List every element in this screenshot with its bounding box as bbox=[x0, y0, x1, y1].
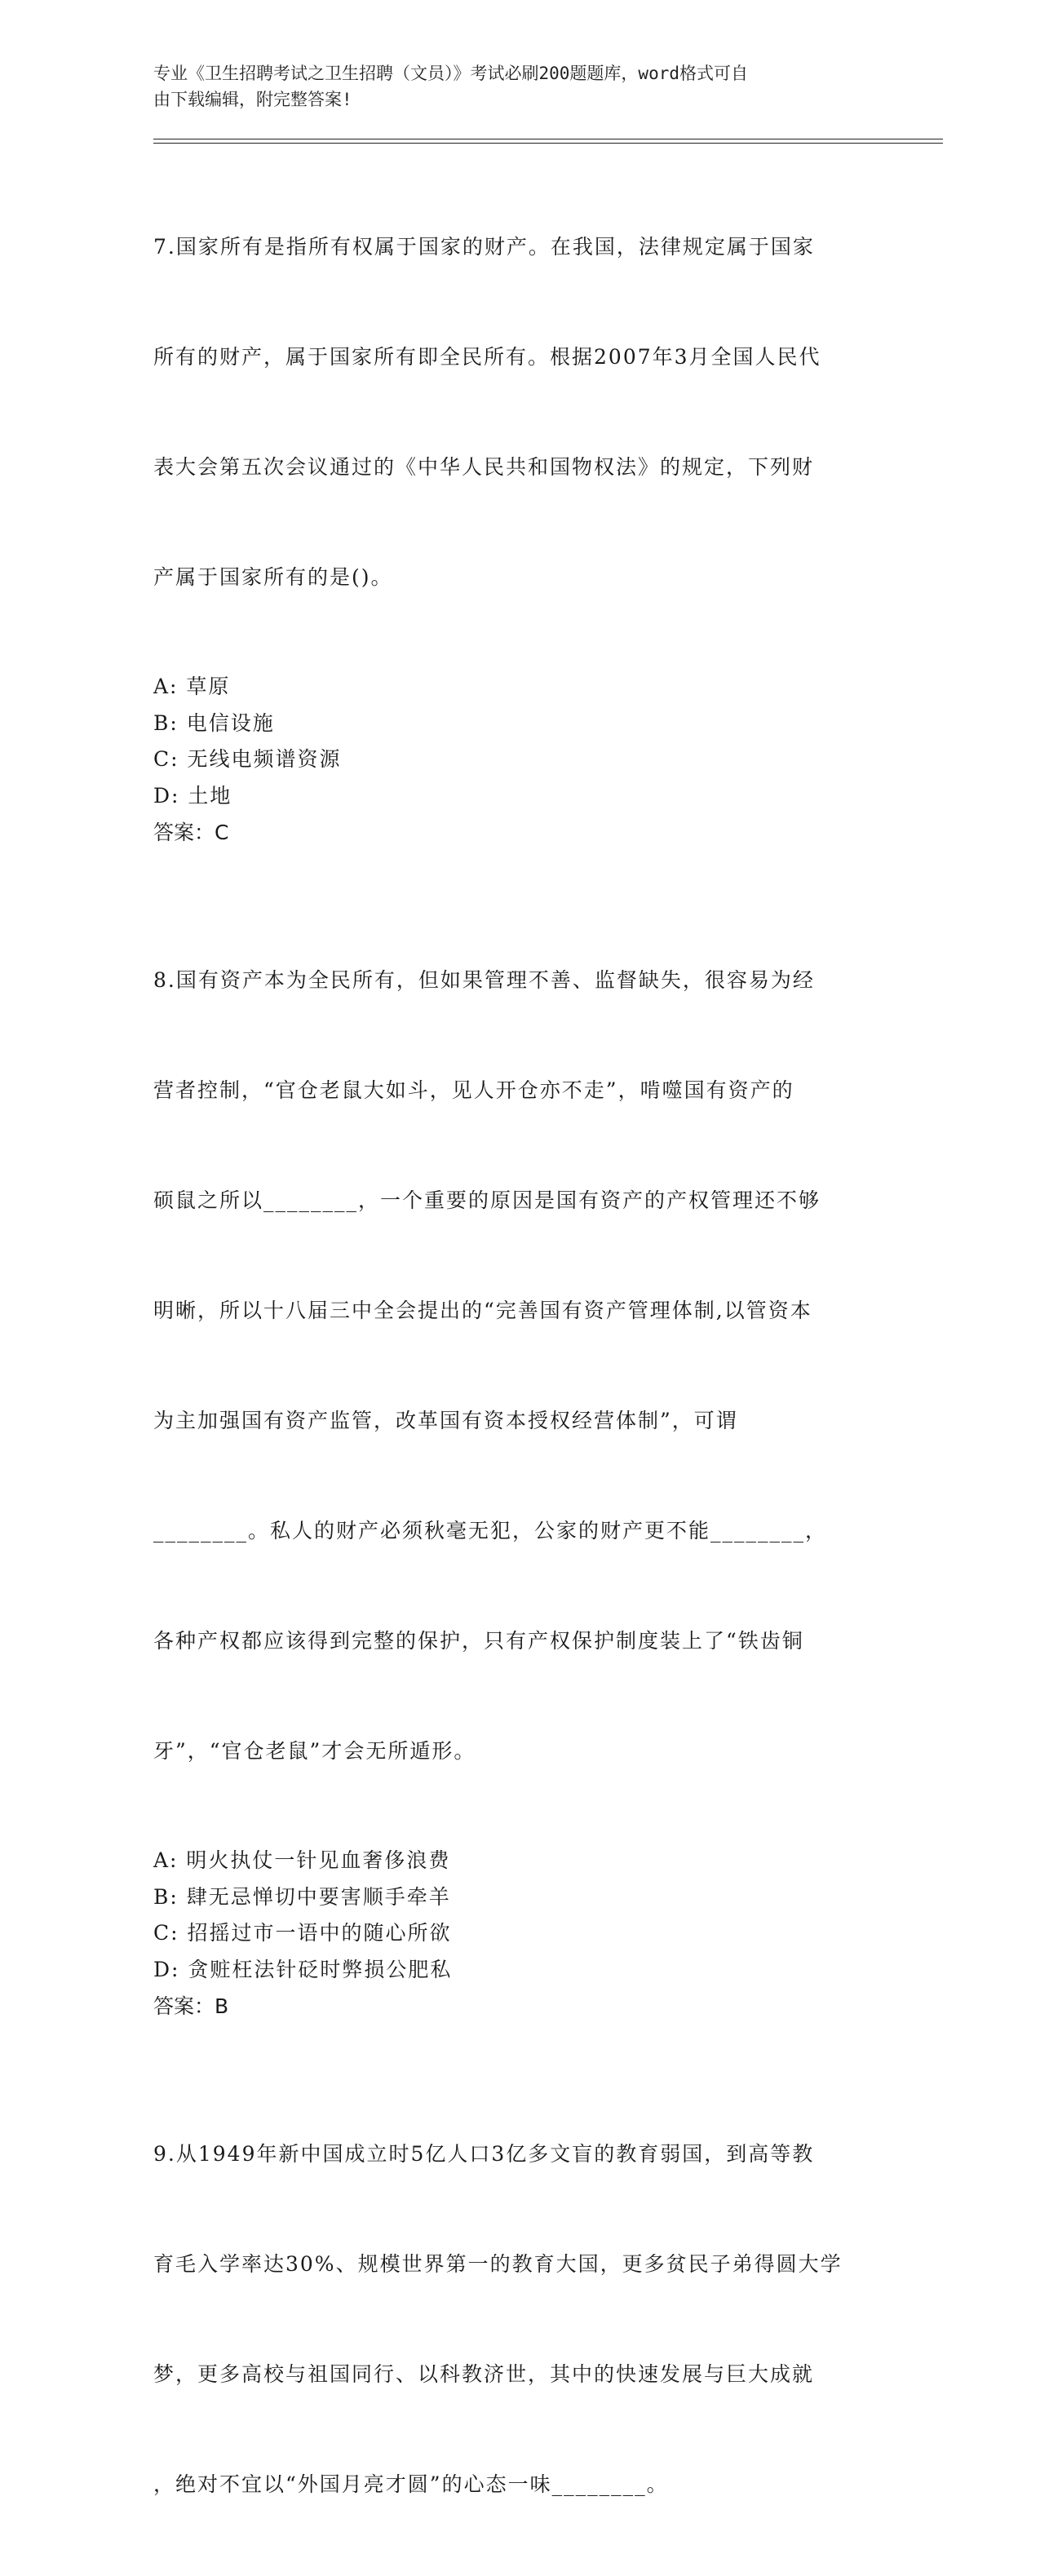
stem-line: ________。私人的财产必须秋毫无犯，公家的财产更不能________， bbox=[153, 1519, 828, 1543]
question-8 bbox=[153, 888, 887, 2025]
header-line-2: 由下载编辑，附完整答案! bbox=[153, 90, 352, 109]
stem-line: 产属于国家所有的是()。 bbox=[153, 565, 393, 589]
question-stem bbox=[153, 888, 887, 1843]
stem-line: 梦，更多高校与祖国同行、以科教济世，其中的快速发展与巨大成就 bbox=[153, 2362, 815, 2386]
stem-line: 各种产权都应该得到完整的保护，只有产权保护制度装上了“铁齿铜 bbox=[153, 1629, 804, 1653]
document-header bbox=[153, 60, 871, 113]
question-9 bbox=[153, 2062, 887, 2576]
stem-line: 表大会第五次会议通过的《中华人民共和国物权法》的规定，下列财 bbox=[153, 455, 815, 479]
answer: 答案：B bbox=[153, 1994, 229, 2018]
stem-line: 营者控制，“官仓老鼠大如斗，见人开仓亦不走”，啃噬国有资产的 bbox=[153, 1078, 794, 1102]
stem-line: 7.国家所有是指所有权属于国家的财产。在我国，法律规定属于国家 bbox=[153, 235, 815, 259]
option-a: A: 明火执仗一针见血奢侈浪费 bbox=[153, 1848, 451, 1872]
header-line-1: 专业《卫生招聘考试之卫生招聘（文员）》考试必刷200题题库，word格式可自 bbox=[153, 64, 748, 83]
stem-line: 育毛入学率达30%、规模世界第一的教育大国，更多贫民子弟得圆大学 bbox=[153, 2252, 843, 2276]
stem-line: 9.从1949年新中国成立时5亿人口3亿多文盲的教育弱国，到高等教 bbox=[153, 2142, 815, 2166]
option-a: A: 草原 bbox=[153, 675, 231, 698]
option-d: D: 贪赃枉法针砭时弊损公肥私 bbox=[153, 1957, 453, 1981]
answer: 答案：C bbox=[153, 821, 229, 844]
header-divider-bottom bbox=[153, 143, 943, 144]
option-b: B: 电信设施 bbox=[153, 710, 275, 735]
stem-line: 明晰，所以十八届三中全会提出的“完善国有资产管理体制,以管资本 bbox=[153, 1299, 812, 1322]
option-b: B: 肆无忌惮切中要害顺手牵羊 bbox=[153, 1884, 451, 1909]
stem-line: 牙”，“官仓老鼠”才会无所遁形。 bbox=[153, 1739, 476, 1763]
question-7 bbox=[153, 155, 887, 852]
stem-line: 8.国有资产本为全民所有，但如果管理不善、监督缺失，很容易为经 bbox=[153, 968, 815, 992]
option-d: D: 土地 bbox=[153, 783, 232, 808]
option-c: C: 无线电频谱资源 bbox=[153, 747, 342, 771]
option-c: C: 招摇过市一语中的随心所欲 bbox=[153, 1921, 452, 1945]
question-list bbox=[153, 155, 887, 2576]
stem-line: 为主加强国有资产监管，改革国有资本授权经营体制”，可谓 bbox=[153, 1409, 738, 1432]
stem-line: 硕鼠之所以________，一个重要的原因是国有资产的产权管理还不够 bbox=[153, 1188, 821, 1212]
question-stem bbox=[153, 2062, 887, 2576]
question-stem bbox=[153, 155, 887, 669]
stem-line: ，绝对不宜以“外国月亮才圆”的心态一味________。 bbox=[153, 2472, 669, 2496]
stem-line: 所有的财产，属于国家所有即全民所有。根据2007年3月全国人民代 bbox=[153, 345, 821, 369]
